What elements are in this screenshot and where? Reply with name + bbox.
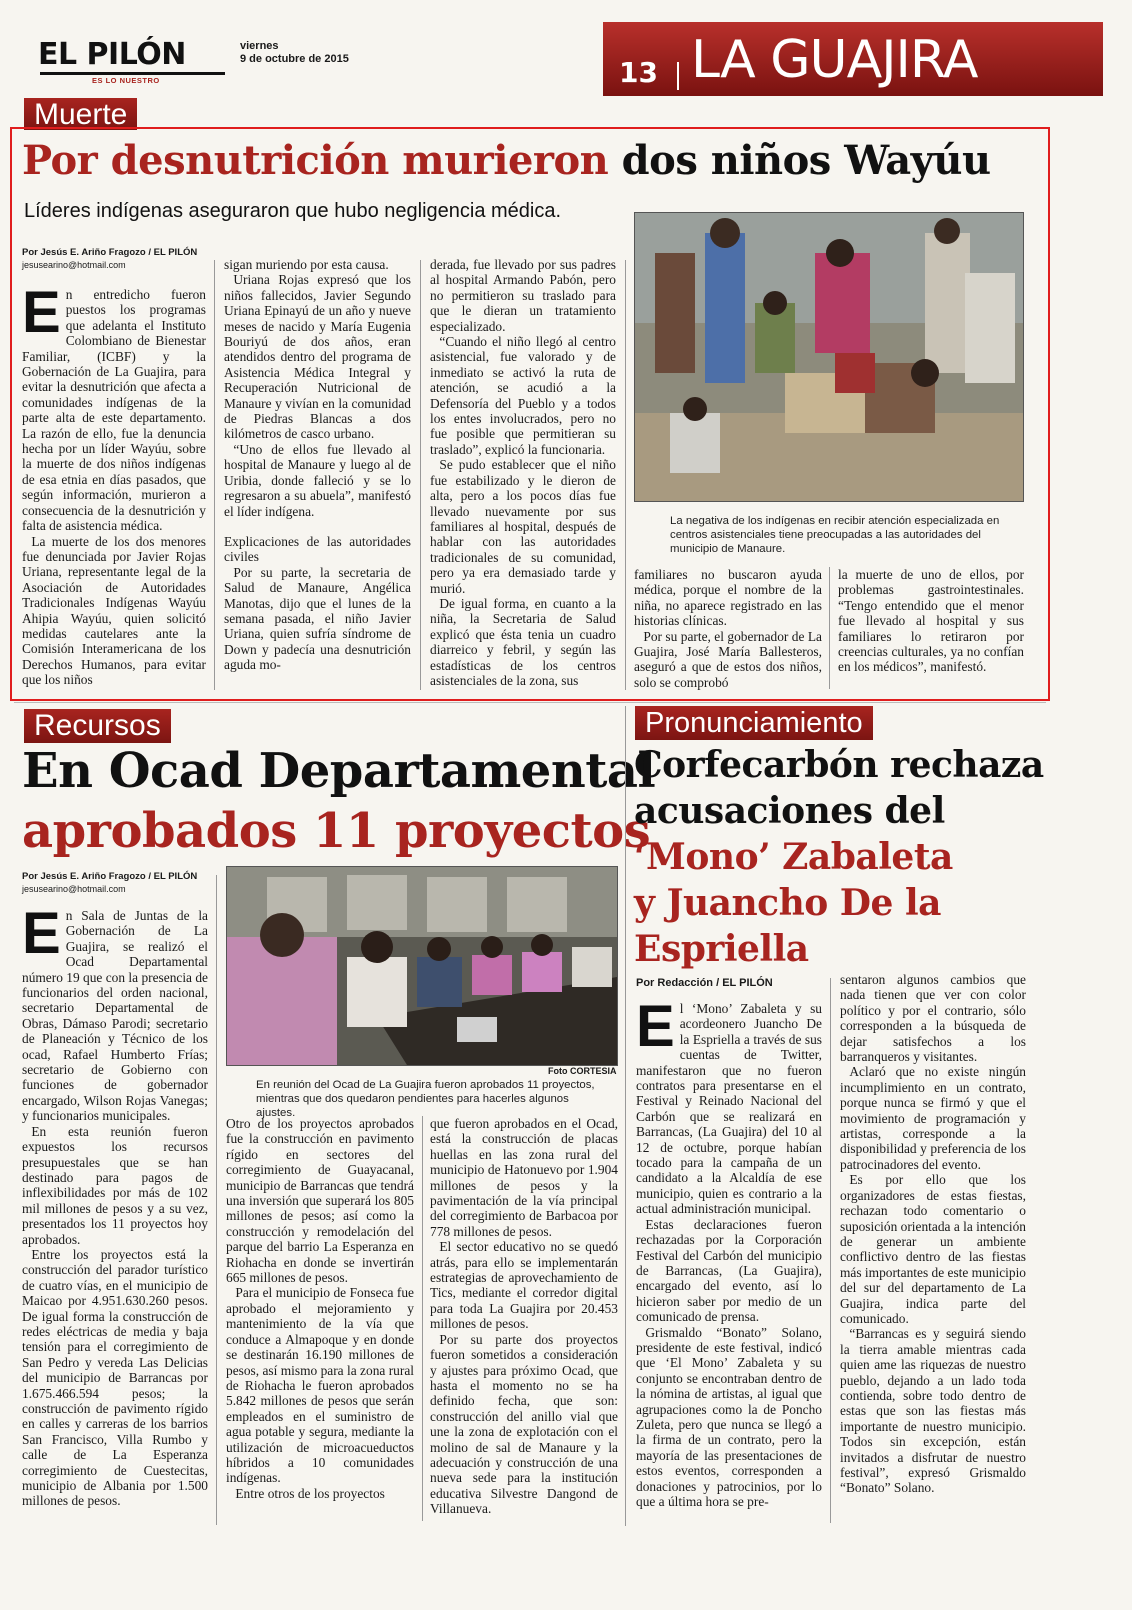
article2-kicker: Recursos (24, 709, 171, 743)
article3-headline-line1: Corfecarbón rechaza (634, 744, 1044, 786)
article2-dropcap: E (22, 901, 61, 966)
logo-underline (40, 72, 225, 75)
article2-email: jesusearino@hotmail.com (22, 884, 126, 894)
paragraph: derada, fue llevado por sus padres al hospital Armando Pabón, pero no permitieron su traslado para que le dieran un tratamiento especializado. (430, 257, 616, 334)
paragraph: Por su parte, la secretaria de Salud de Manaure, Angélica Manotas, dijo que el lunes de la semana pasada, el niño Javier Uriana, quien sufría síndrome de Down y padecía una desnutrición aguda mo- (224, 564, 411, 673)
page-number: 13 (619, 56, 658, 89)
article2-col1 (22, 901, 208, 1509)
article3-headline-line3: ‘Mono’ Zabaleta (634, 836, 953, 878)
paragraph: Es por ello que los organizadores de estas fiestas, rechazan todo comentario o suposición orientada a la intención de generar un ambiente conflictivo dentro de las fiestas más importantes de este municipio del sur del departamento de La Guajira, indica parte del comunicado. (840, 1172, 1026, 1326)
article3-headline-line5: Espriella (634, 928, 809, 970)
article1-col2 (224, 257, 411, 673)
section-title: LA GUAJIRA (691, 30, 978, 90)
paragraph: Entre los proyectos está la construcción del parador turístico de cuatro vías, en el municipio de Maicao por 4.951.630.260 pesos. De igual forma la construcción de redes eléctricas de media y baja tensión para el corregimiento de San Pedro y vereda Las Delicias del municipio de Barrancas por 1.675.466.594 pesos; la construcción de pavimento rígido en calles y carreras de los barrios San Francisco, Villa Rumbo y calle de La Esperanza corregimiento de Cuestecitas, municipio de Albania por 1.500 millones de pesos. (22, 1246, 208, 1509)
paragraph: De igual forma, en cuanto a la niña, la Secretaria de Salud explicó que ésta tenia un cuadro diarreico y febril, y según las estadísticas de los centros asistenciales de la zona, sus (430, 595, 616, 688)
paragraph: n entredicho fueron puestos los programas que adelanta el Instituto Colombiano de Bienestar Familiar, (ICBF) y la Gobernación de La Guajira, para evitar la desnutrición que afecta a comunidades indígenas de la parte alta de este departamento. La razón de ello, fue la denuncia hecha por un líder Wayúu, sobre la muerte de dos niños indígenas de esa etnia en días pasados, que según información, murieron a consecuencia de la desnutrición y falta de asistencia médica. (22, 287, 206, 534)
paragraph: Por su parte, el gobernador de La Guajira, José María Ballesteros, aseguró a que de estos dos niños, solo se comprobó (634, 628, 822, 690)
article2-headline-line2: aprobados 11 proyectos (22, 803, 651, 859)
paragraph: Se pudo establecer que el niño fue estabilizado y le dieron de alta, pero a los pocos días fue llevado nuevamente por sus familiares al hospital, después de hablar con las autoridades tradicionales de su comunidad, pero ya era demasiado tarde y murió. (430, 457, 616, 596)
column-rule (420, 260, 421, 690)
article2-author: Por Jesús E. Ariño Fragozo / EL PILÓN (22, 871, 198, 882)
article2-photo (226, 866, 618, 1066)
article2-byline (22, 871, 222, 895)
article1-subsection-title: Explicaciones de las autoridades civiles (224, 533, 411, 565)
paragraph: Otro de los proyectos aprobados fue la construcción en pavimento rígido en sectores del corregimiento de Guayacanal, municipio de Barrancas que tendrá una inversión que superará los 805 millones de pesos; así como la construcción y remodelación del parque del barrio La Esperanza en Riohacha en donde se invertirán 665 millones de pesos. (226, 1116, 414, 1286)
article3-headline-line2: acusaciones del (634, 790, 945, 832)
indigenous-community-photo (635, 213, 1023, 501)
article3-col1 (636, 994, 822, 1509)
article1-headline-red: Por desnutrición murieron (22, 137, 609, 184)
article1-col4 (634, 567, 822, 690)
paragraph: En esta reunión fueron expuestos los recursos presupuestales que se han destinado para pagos de inflexibilidades por más de 102 mil millones de pesos y a su vez, presentados los 11 proyectos hoy aprobados. (22, 1123, 208, 1247)
issue-day: viernes (240, 40, 279, 52)
article2-photo-credit: Foto CORTESIA (548, 1066, 617, 1076)
article3-kicker: Pronunciamiento (635, 706, 873, 740)
article1-headline-black: dos niños Wayúu (621, 137, 991, 184)
paragraph: Grismaldo “Bonato” Solano, presidente de este festival, indicó que ‘El Mono’ Zabaleta y su conjunto se encontraban dentro de la nómina de artistas, al igual que agrupaciones como la de Poncho Zuleta, pero que nunca se llegó a la firma de un contrato, pero la mayoría de las presentaciones de estos eventos, corresponden a donaciones y patrocinios, por lo que a última hora se pre- (636, 1324, 822, 1509)
column-rule (830, 978, 831, 1523)
article1-byline (22, 247, 222, 271)
paragraph: n Sala de Juntas de la Gobernación de La Guajira, se realizó el Ocad Departamental número 19 que con la presencia de funcionarios del orden nacional, secretario Departamental de Obras, Dámaso Parodi; secretario de Planeación y Técnico de los ocad, Rafael Humberto Frías; secretario de Gobierno con funciones de gobernador encargado, Wilson Rojas Vanegas; y funcionarios municipales. (22, 908, 208, 1124)
paragraph: sigan muriendo por esta causa. (224, 257, 389, 272)
paragraph: “Barrancas es y seguirá siendo la tierra amable mientras cada quien ame las riquezas de nuestro pueblo, dejando a un lado toda contienda, sobre todo dentro de estas que son las fiestas más importante de nuestro municipio. Todos sin excepción, están invitados a disfrutar de nuestro festival”, expresó Grismaldo “Bonato” Solano. (840, 1326, 1026, 1496)
article1-col1 (22, 280, 206, 688)
article3-byline: Por Redacción / EL PILÓN (636, 977, 773, 989)
paragraph: Para el municipio de Fonseca fue aprobado el mejoramiento y mantenimiento de la vía que conduce a Almapoque y en donde se destinarán 16.190 millones de pesos, así mismo para la zona rural de Riohacha le fueron aprobados 5.842 millones de pesos que serán empleados en el suministro de agua potable y segura, mediante la utilización de microacueductos híbridos a 10 comunidades indígenas. (226, 1285, 414, 1486)
paragraph: la muerte de uno de ellos, por problemas gastrointestinales. “Tengo entendido que el menor fue llevado al hospital y sus familiares lo retiraron por creencias culturales, ya no confían en los médicos”, manifestó. (838, 567, 1024, 675)
paragraph: La muerte de los dos menores fue denunciada por Javier Rojas Uriana, representante legal de la Asociación de Autoridades Tradicionales Indígenas Wayúu Ahipia Wayúu, quien solicitó medidas cautelares ante la Comisión Interamericana de los Derechos Humanos, para evitar que los niños (22, 533, 206, 688)
paragraph: “Cuando el niño llegó al centro asistencial, fue valorado y de inmediato se activó la ruta de atención, se acudió a la Defensoría del Pueblo y a todos los entes involucrados, pero no fue posible que permitieran su traslado”, explicó la funcionaria. (430, 334, 616, 457)
article3-headline-line4: y Juancho De la (634, 882, 941, 924)
article1-author: Por Jesús E. Ariño Fragozo / EL PILÓN (22, 247, 198, 258)
article2-col2 (226, 1116, 414, 1501)
article3-col2 (840, 972, 1026, 1496)
paragraph: El sector educativo no se quedó atrás, para ello se implementarán estrategias de aprovechamiento de Tics, mediante el corredor digital para toda La Guajira por 20.453 millones de pesos. (430, 1239, 618, 1332)
article1-col3 (430, 257, 616, 688)
column-rule (214, 260, 215, 690)
page-number-divider (677, 62, 679, 90)
article1-col5 (838, 567, 1024, 675)
meeting-room-photo (227, 867, 617, 1065)
paragraph: sentaron algunos cambios que nada tienen que ver con color político y por el contrario, sólo corresponden a la búsqueda de dejar satisfechos a los barranqueros y visitantes. (840, 972, 1026, 1065)
article1-email: jesusearino@hotmail.com (22, 260, 126, 270)
paragraph: Uriana Rojas expresó que los niños fallecidos, Javier Segundo Uriana Epinayú de un año y nueve meses de nacido y María Eugenia Bouriyú de dos años, eran atendidos dentro del programa de Asistencia Médica Integral y Recuperación Nutricional de Manaure y vivían en la comunidad de Piedras Blancas a dos kilómetros de casco urbano. (224, 272, 411, 442)
paragraph: que fueron aprobados en el Ocad, está la construcción de placas huellas en las zona rural del municipio de Hatonuevo por 1.904 millones de pesos y la pavimentación de la vía principal del corregimiento de Barbacoa por 778 millones de pesos. (430, 1116, 618, 1239)
column-rule (216, 875, 217, 1525)
paragraph: “Uno de ellos fue llevado al hospital de Manaure y luego al de Uribia, donde falleció y se lo regresaron a su abuela”, manifestó el líder indígena. (224, 441, 411, 519)
article1-dropcap: E (22, 280, 61, 345)
article2-headline-line1: En Ocad Departamental (22, 743, 656, 799)
column-rule (829, 567, 830, 689)
article2-caption: En reunión del Ocad de La Guajira fueron aprobados 11 proyectos, mientras que dos quedaron pendientes para hacerles algunos ajustes. (256, 1079, 595, 1119)
section-banner (603, 22, 1103, 96)
paragraph: Por su parte dos proyectos fueron sometidos a consideración y ajustes para próximo Ocad, que hasta el momento no se ha definido fecha, que son: construcción del anillo vial que une la zona de explotación con el molino de sal de Manaure y la adecuación y construcción de una nueva sede para la institución educativa Silvestre Dangond de Villanueva. (430, 1331, 618, 1517)
newspaper-slogan: ES LO NUESTRO (92, 76, 160, 85)
column-rule (625, 260, 626, 690)
paragraph: Aclaró que no existe ningún incumplimiento en un contrato, porque nunca se firmó y que el movimiento de programación y artistas, corresponde a la disponibilidad y preferencia de los patrocinadores del evento. (840, 1064, 1026, 1172)
masthead (0, 0, 1132, 100)
article-divider (625, 706, 626, 1526)
article3-dropcap: E (636, 994, 675, 1059)
article1-subhead: Líderes indígenas aseguraron que hubo negligencia médica. (24, 200, 562, 222)
column-rule (422, 1116, 423, 1521)
newspaper-logo: EL PILÓN (38, 37, 186, 72)
section-rule (14, 702, 1046, 703)
paragraph: familiares no buscaron ayuda médica, porque el nombre de la niña, no aparece registrado en las historias clínicas. (634, 567, 822, 629)
article1-caption: La negativa de los indígenas en recibir atención especializada en centros asistenciales tiene preocupadas a las autoridades del municipio de Manaure. (670, 515, 1000, 555)
paragraph: l ‘Mono’ Zabaleta y su acordeonero Juancho De la Espriella a través de sus cuentas de Twitter, manifestaron que no fueron contratos para presentarse en el Festival y Reinado Nacional del Carbón que se realizará en Barrancas, (La Guajira) del 10 al 12 de octubre, porque habían tocado para la campaña de un candidato a la Alcaldía de ese municipio, quien es contrario a la actual administración municipal. (636, 1001, 822, 1217)
article1-photo (634, 212, 1024, 502)
article2-col3 (430, 1116, 618, 1517)
article1-kicker: Muerte (24, 98, 137, 130)
issue-date: 9 de octubre de 2015 (240, 53, 349, 65)
article1-headline (22, 136, 991, 186)
paragraph: Entre otros de los proyectos (235, 1485, 385, 1501)
paragraph: Estas declaraciones fueron rechazadas por la Corporación Festival del Carbón del municipio de Barrancas, (La Guajira), encargado del evento, así lo hicieron saber por medio de un comunicado de prensa. (636, 1216, 822, 1325)
